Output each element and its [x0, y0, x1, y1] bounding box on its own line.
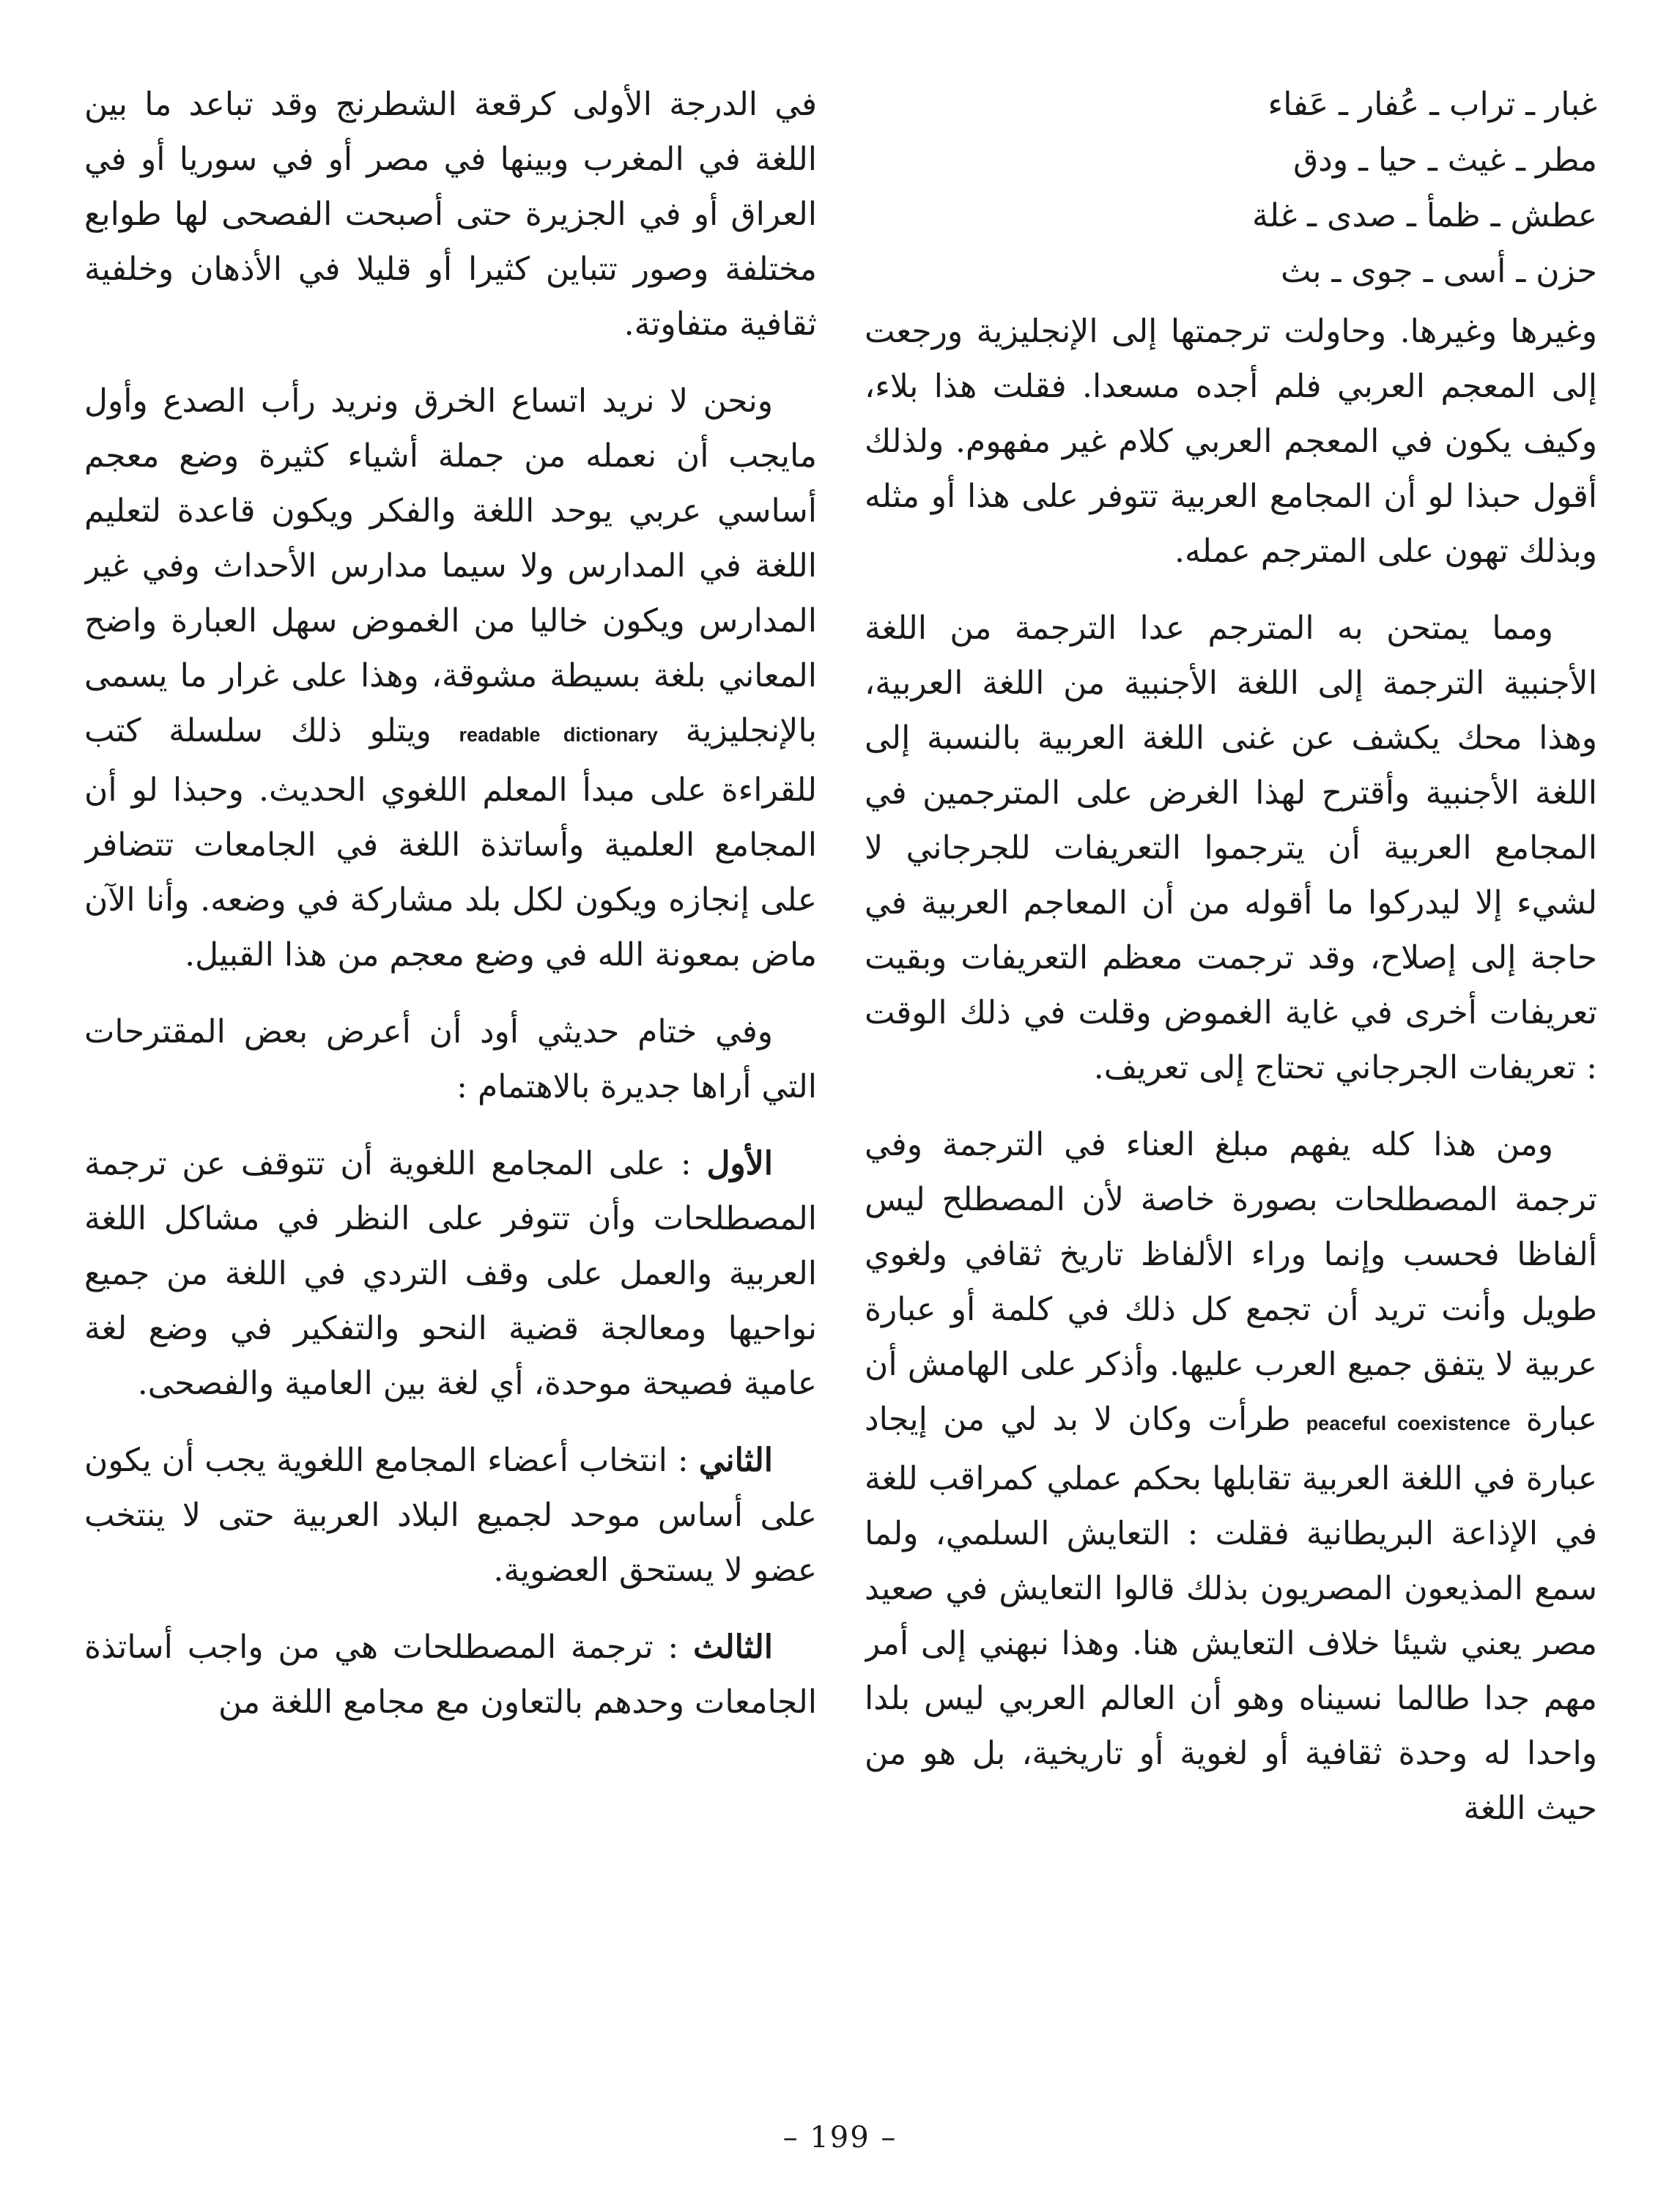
word-line: مطر ـ غيث ـ حيا ـ ودق [1293, 141, 1597, 179]
proposal-paragraph [84, 1433, 817, 1598]
word-line: حزن ـ أسى ـ جوى ـ بث [1281, 253, 1597, 290]
paragraph-text: ويتلو ذلك سلسلة كتب للقراءة على مبدأ المعلم اللغوي الحديث. وحبذا لو أن المجامع العلمية وأساتذة اللغة في الجامعات تتضافر على إنجازه ويكون لكل بلد مشاركة في وضعه. وأنا الآن ماض بمعونة الله في وضع معجم من هذا القبيل. [84, 712, 817, 974]
proposal-label: الثالث [693, 1629, 773, 1666]
word-line: غبار ـ تراب ـ عُفار ـ عَفاء [1268, 86, 1597, 123]
paragraph: وفي ختام حديثي أود أن أعرض بعض المقترحات التي أراها جديرة بالاهتمام : [84, 1013, 817, 1105]
paragraph [84, 374, 817, 982]
paragraph-text: طرأت وكان لا بد لي من إيجاد عبارة في اللغة العربية تقابلها بحكم عملي كمراقب للغة في الإذاعة البريطانية فقلت : التعايش السلمي، ولما سمع المذيعون المصريون بذلك قالوا التعايش في صعيد مصر يعني شيئا خلاف التعايش هنا. وهذا نبهني إلى أمر مهم جدا طالما نسيناه وهو أن العالم العربي ليس بلدا واحدا له وحدة ثقافية أو لغوية أو تاريخية، بل هو من حيث اللغة [865, 1401, 1597, 1827]
synonym-word-list [865, 77, 1597, 300]
paragraph-text: : انتخاب أعضاء المجامع اللغوية يجب أن يكون على أساس موحد لجميع البلاد العربية حتى لا ينتخب عضو لا يستحق العضوية. [84, 1442, 817, 1589]
proposal-paragraph [84, 1136, 817, 1411]
english-term: readable dictionary [459, 724, 658, 746]
page-number: – 199 – [782, 2121, 898, 2155]
english-term: peaceful coexistence [1306, 1412, 1511, 1434]
paragraph: وغيرها وغيرها. وحاولت ترجمتها إلى الإنجليزية ورجعت إلى المعجم العربي فلم أجده مسعدا. فقلت هذا بلاء، وكيف يكون في المعجم العربي كلام غير مفهوم. ولذلك أقول حبذا لو أن المجامع العربية تتوفر على هذا أو مثله وبذلك تهون على المترجم عمله. [865, 313, 1597, 570]
word-line: عطش ـ ظمأ ـ صدى ـ غلة [1252, 197, 1597, 234]
paragraph-text: ومن هذا كله يفهم مبلغ العناء في الترجمة وفي ترجمة المصطلحات بصورة خاصة لأن المصطلح ليس ألفاظا فحسب وإنما وراء الألفاظ تاريخ ثقافي ولغوي طويل وأنت تريد أن تجمع كل ذلك في كلمة أو عبارة عربية لا يتفق جميع العرب عليها. وأذكر على الهامش أن عبارة [865, 1126, 1597, 1438]
paragraph: في الدرجة الأولى كرقعة الشطرنج وقد تباعد ما بين اللغة في المغرب وبينها في مصر أو في سوريا أو في العراق أو في الجزيرة حتى أصبحت الفصحى لها طوابع مختلفة وصور تتباين كثيرا أو قليلا في الأذهان وخلفية ثقافية متفاوتة. [84, 86, 817, 343]
paragraph [865, 1117, 1597, 1836]
right-column [865, 77, 1597, 1982]
paragraph-text: : على المجامع اللغوية أن تتوقف عن ترجمة المصطلحات وأن تتوفر على النظر في مشاكل اللغة العربية والعمل على وقف التردي في اللغة من جميع نواحيها ومعالجة قضية النحو والتفكير في وضع لغة عامية فصيحة موحدة، أي لغة بين العامية والفصحى. [84, 1145, 817, 1402]
paragraph: ومما يمتحن به المترجم عدا الترجمة من اللغة الأجنبية الترجمة إلى اللغة الأجنبية من اللغة العربية، وهذا محك يكشف عن غنى اللغة العربية بالنسبة إلى اللغة الأجنبية وأقترح لهذا الغرض على المترجمين في المجامع العربية أن يترجموا التعريفات للجرجاني لا لشيء إلا ليدركوا ما أقوله من أن المعاجم العربية في حاجة إلى إصلاح، وقد ترجمت معظم التعريفات وبقيت تعريفات أخرى في غاية الغموض وقلت في ذلك الوقت : تعريفات الجرجاني تحتاج إلى تعريف. [865, 610, 1597, 1086]
proposal-label: الثاني [698, 1442, 773, 1479]
proposal-paragraph [84, 1620, 817, 1730]
left-column [84, 77, 817, 1982]
paragraph-text: : ترجمة المصطلحات هي من واجب أساتذة الجامعات وحدهم بالتعاون مع مجامع اللغة من [84, 1629, 817, 1721]
proposal-label: الأول [706, 1145, 773, 1182]
paragraph-text: ونحن لا نريد اتساع الخرق ونريد رأب الصدع وأول مايجب أن نعمله من جملة أشياء كثيرة وضع معجم أساسي عربي يوحد اللغة والفكر ويكون قاعدة لتعليم اللغة في المدارس ولا سيما مدارس الأحداث وفي غير المدارس ويكون خاليا من الغموض سهل العبارة واضح المعاني بلغة بسيطة مشوقة، وهذا على غرار ما يسمى بالإنجليزية [84, 382, 817, 749]
